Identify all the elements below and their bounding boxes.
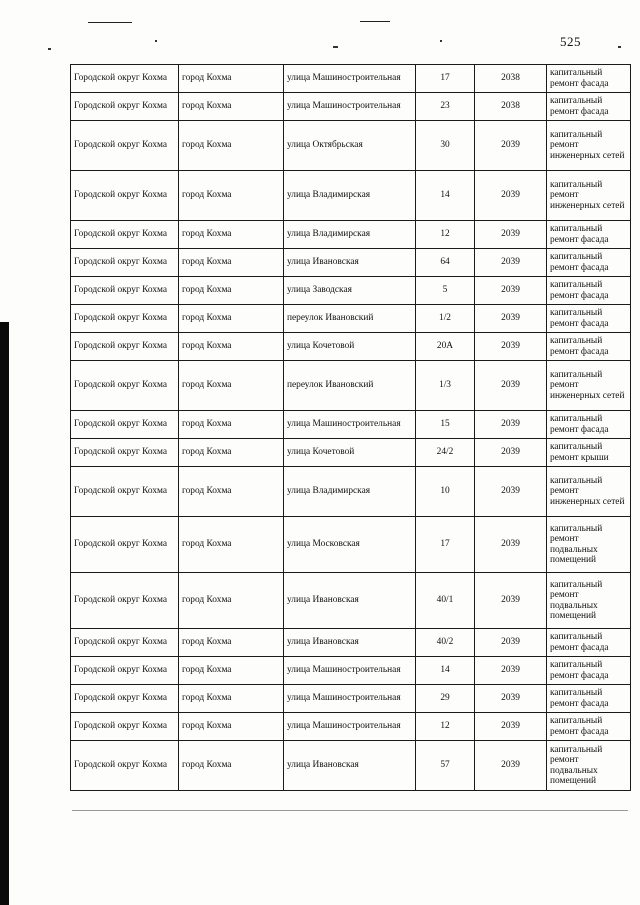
year-cell: 2039 [475,629,547,657]
table-row [71,361,631,411]
work-type-cell: капитальный ремонт фасада [547,221,631,249]
work-type-cell: капитальный ремонт подвальных помещений [547,573,631,629]
table-row [71,573,631,629]
city-cell: город Кохма [179,439,284,467]
house-number-cell: 14 [416,171,475,221]
work-type-cell: капитальный ремонт подвальных помещений [547,741,631,791]
work-type-cell: капитальный ремонт инженерных сетей [547,171,631,221]
table-row [71,685,631,713]
year-cell: 2039 [475,277,547,305]
page-number: 525 [560,34,581,49]
year-cell: 2039 [475,171,547,221]
street-cell: улица Ивановская [284,741,416,791]
year-cell: 2039 [475,439,547,467]
street-cell: переулок Ивановский [284,361,416,411]
work-type-cell: капитальный ремонт подвальных помещений [547,517,631,573]
year-cell: 2039 [475,657,547,685]
table-row [71,305,631,333]
year-cell: 2039 [475,411,547,439]
street-cell: улица Владимирская [284,221,416,249]
table-row [71,741,631,791]
city-cell: город Кохма [179,467,284,517]
scan-speck [440,40,442,42]
table-row [71,221,631,249]
work-type-cell: капитальный ремонт фасада [547,305,631,333]
year-cell: 2039 [475,221,547,249]
street-cell: улица Машиностроительная [284,411,416,439]
street-cell: улица Машиностроительная [284,685,416,713]
work-type-cell: капитальный ремонт фасада [547,65,631,93]
work-type-cell: капитальный ремонт фасада [547,277,631,305]
work-type-cell: капитальный ремонт фасада [547,93,631,121]
house-number-cell: 1/2 [416,305,475,333]
table-row [71,657,631,685]
district-cell: Городской округ Кохма [71,221,179,249]
year-cell: 2039 [475,333,547,361]
work-type-cell: капитальный ремонт фасада [547,657,631,685]
year-cell: 2039 [475,573,547,629]
district-cell: Городской округ Кохма [71,657,179,685]
work-type-cell: капитальный ремонт фасада [547,411,631,439]
house-number-cell: 57 [416,741,475,791]
scan-speck [155,40,157,42]
street-cell: улица Машиностроительная [284,657,416,685]
year-cell: 2039 [475,685,547,713]
work-type-cell: капитальный ремонт крыши [547,439,631,467]
street-cell: переулок Ивановский [284,305,416,333]
year-cell: 2039 [475,741,547,791]
year-cell: 2039 [475,305,547,333]
district-cell: Городской округ Кохма [71,361,179,411]
house-number-cell: 14 [416,657,475,685]
district-cell: Городской округ Кохма [71,573,179,629]
scan-speck [333,46,338,48]
city-cell: город Кохма [179,411,284,439]
street-cell: улица Ивановская [284,249,416,277]
city-cell: город Кохма [179,361,284,411]
city-cell: город Кохма [179,741,284,791]
work-type-cell: капитальный ремонт фасада [547,713,631,741]
table-row [71,93,631,121]
year-cell: 2039 [475,517,547,573]
city-cell: город Кохма [179,305,284,333]
table-row [71,411,631,439]
street-cell: улица Московская [284,517,416,573]
work-type-cell: капитальный ремонт инженерных сетей [547,467,631,517]
year-cell: 2038 [475,93,547,121]
house-number-cell: 15 [416,411,475,439]
district-cell: Городской округ Кохма [71,411,179,439]
house-number-cell: 40/2 [416,629,475,657]
table-row [71,65,631,93]
work-type-cell: капитальный ремонт фасада [547,685,631,713]
street-cell: улица Заводская [284,277,416,305]
district-cell: Городской округ Кохма [71,685,179,713]
city-cell: город Кохма [179,65,284,93]
house-number-cell: 24/2 [416,439,475,467]
district-cell: Городской округ Кохма [71,629,179,657]
scan-edge-bar [0,322,9,905]
district-cell: Городской округ Кохма [71,517,179,573]
house-number-cell: 20А [416,333,475,361]
table-row [71,277,631,305]
city-cell: город Кохма [179,517,284,573]
table-row [71,439,631,467]
district-cell: Городской округ Кохма [71,439,179,467]
scan-mark-top-center [360,21,390,22]
street-cell: улица Ивановская [284,573,416,629]
city-cell: город Кохма [179,333,284,361]
city-cell: город Кохма [179,93,284,121]
work-type-cell: капитальный ремонт инженерных сетей [547,121,631,171]
house-number-cell: 5 [416,277,475,305]
city-cell: город Кохма [179,713,284,741]
work-type-cell: капитальный ремонт фасада [547,249,631,277]
house-number-cell: 40/1 [416,573,475,629]
year-cell: 2039 [475,249,547,277]
table-row [71,629,631,657]
district-cell: Городской округ Кохма [71,93,179,121]
city-cell: город Кохма [179,249,284,277]
table-row [71,333,631,361]
house-number-cell: 17 [416,65,475,93]
district-cell: Городской округ Кохма [71,121,179,171]
house-number-cell: 64 [416,249,475,277]
house-number-cell: 12 [416,221,475,249]
scan-mark-top-left [88,22,132,23]
work-type-cell: капитальный ремонт фасада [547,333,631,361]
street-cell: улица Ивановская [284,629,416,657]
street-cell: улица Владимирская [284,171,416,221]
street-cell: улица Октябрьская [284,121,416,171]
city-cell: город Кохма [179,573,284,629]
city-cell: город Кохма [179,121,284,171]
street-cell: улица Кочетовой [284,439,416,467]
table-row [71,713,631,741]
table-row [71,517,631,573]
district-cell: Городской округ Кохма [71,171,179,221]
district-cell: Городской округ Кохма [71,249,179,277]
city-cell: город Кохма [179,685,284,713]
table-row [71,467,631,517]
year-cell: 2039 [475,121,547,171]
bottom-rule [72,810,628,811]
city-cell: город Кохма [179,277,284,305]
house-number-cell: 30 [416,121,475,171]
year-cell: 2038 [475,65,547,93]
street-cell: улица Машиностроительная [284,65,416,93]
scan-speck [618,46,621,48]
year-cell: 2039 [475,361,547,411]
year-cell: 2039 [475,467,547,517]
table-row [71,121,631,171]
district-cell: Городской округ Кохма [71,65,179,93]
district-cell: Городской округ Кохма [71,467,179,517]
house-number-cell: 23 [416,93,475,121]
street-cell: улица Машиностроительная [284,93,416,121]
table-row [71,171,631,221]
city-cell: город Кохма [179,171,284,221]
house-number-cell: 10 [416,467,475,517]
district-cell: Городской округ Кохма [71,333,179,361]
city-cell: город Кохма [179,629,284,657]
work-type-cell: капитальный ремонт фасада [547,629,631,657]
scan-speck [48,48,51,50]
house-number-cell: 29 [416,685,475,713]
district-cell: Городской округ Кохма [71,741,179,791]
district-cell: Городской округ Кохма [71,305,179,333]
house-number-cell: 17 [416,517,475,573]
city-cell: город Кохма [179,221,284,249]
street-cell: улица Кочетовой [284,333,416,361]
city-cell: город Кохма [179,657,284,685]
table-row [71,249,631,277]
street-cell: улица Владимирская [284,467,416,517]
house-number-cell: 12 [416,713,475,741]
street-cell: улица Машиностроительная [284,713,416,741]
work-type-cell: капитальный ремонт инженерных сетей [547,361,631,411]
year-cell: 2039 [475,713,547,741]
district-cell: Городской округ Кохма [71,277,179,305]
housing-repair-table [70,64,631,791]
house-number-cell: 1/3 [416,361,475,411]
district-cell: Городской округ Кохма [71,713,179,741]
